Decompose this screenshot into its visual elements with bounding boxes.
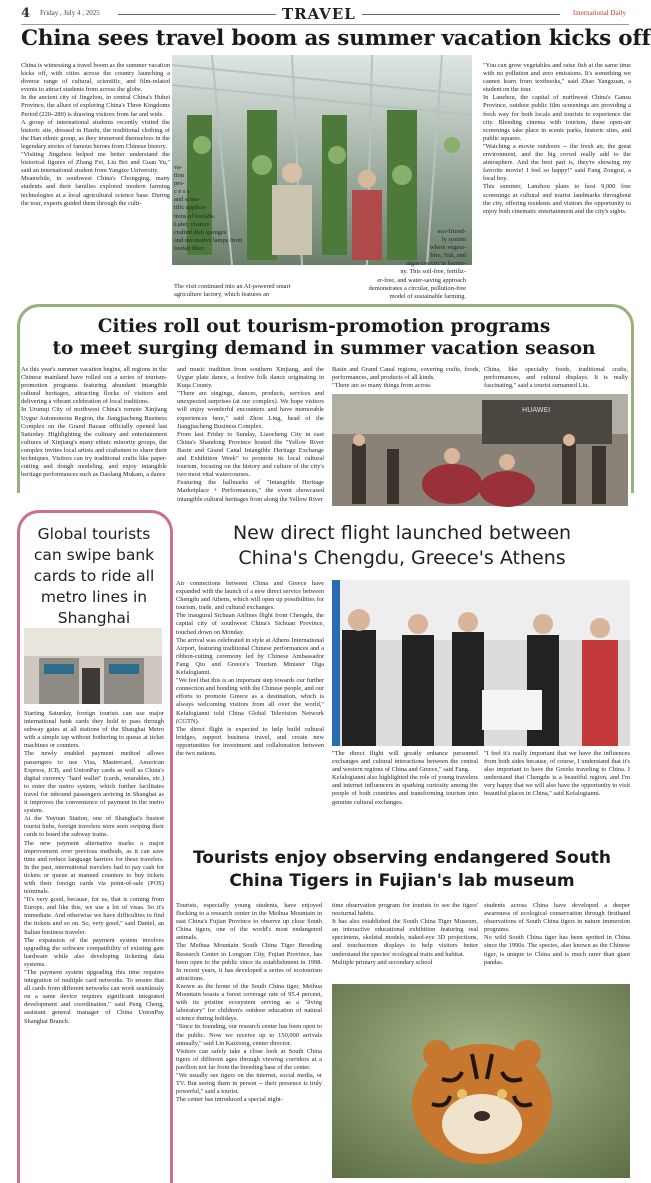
- article1-wrap-left: va- tion pro- c e s s and scien- tific applica- tions of loofahs. Later, visitors crafted dish sponges and decorative lamps from loofah fiber.: [174, 164, 243, 252]
- article5-col1: Tourists, especially young students, have enjoyed flocking to a research center in the Meihua Mountain in east China's Fujian Province to observe up close South China tigers, one of the world's most endangered animals. The Meihua Mountain South China Tiger Breeding Research Center in Longyan City, Fujian Province, has been open to the public since its establishment in 1998. In recent years, it has developed a series of ecotourism attractions. Known as the home of the South China tiger, Meihua Mountain boasts a forest coverage rate of 95.4 percent, with its pristine ecosystem serving as a "living laboratory" for children's outdoor education of natural science during holidays. "Since its founding, our research center has been open to the public. Now we receive up to 150,000 arrivals annually," said Lin Kaixiong, center director. Visitors can safely take a close look at South China tigers of different ages through viewing corridors at a pavilion not far from the breeding base of the center. "We usually see tigers on the internet, social media, or TV. But seeing them in person -- their presence is truly powerful," said a tourist. The center has introduced a special night-: [176, 902, 322, 1104]
- article2-headline-line2: to meet surging demand in summer vacation season: [52, 338, 596, 359]
- tiger-photo: [332, 984, 630, 1178]
- section-title: TRAVEL: [282, 5, 356, 23]
- article5-col3: students across China have developed a deeper awareness of ecological conservation through firsthand observations of South China tigers in nature immersion programs. No wild South China tiger has been spotted in China since the 1990s. The species, also known as the Chinese tiger, is unique to China and is much rarer than giant pandas.: [484, 902, 630, 966]
- issue-date: Friday , July 4 , 2025: [40, 9, 100, 17]
- page-number: 4: [21, 6, 31, 21]
- article4-headline-line2: China's Chengdu, Greece's Athens: [238, 547, 566, 569]
- article5-headline-line1: Tourists enjoy observing endangered South: [192, 848, 612, 868]
- article1-col3: "You can grow vegetables and raise fish at the same time with no pollution and zero emissions. It's something we cannot learn from textbooks," said Zhao Yangxuan, a student on the tour. In Lanzhou, the capital of northwest China's Gansu Province, outdoor public film screenings are providing a fresh way for both locals and tourists to experience the city. Blending cinema with tourism, these open-air screenings take place in scenic parks, historic sites, and public squares. "Watching a movie outdoors -- the fresh air, the great environment, and the big crowd really add to the atmosphere. And the best part is, they're showing my favorite movie! I feel so happy!" said Fang Zongrui, a local boy. This summer, Lanzhou plans to host 9,000 free screenings at cultural and tourist landmarks throughout the city, offering residents and visitors the opportunity to enjoy both cinematic entertainment and the city's sights.: [483, 62, 631, 215]
- article1-wrap-right: eco-friend- ly system where vegeta- bles, fish, and algae coexist in harmo- ny. This soil-free, fertiliz- er-free, and water-saving approach demonstrates a circular, pollution-free model of sustainable farming.: [368, 228, 466, 300]
- bazaar-photo: [332, 394, 628, 506]
- article5-col2: time observation program for tourists to see the tigers' nocturnal habits. It has also established the South China Tiger Museum, an interactive educational exhibition featuring real specimens, skeletal models, naked-eye 3D projections, and touchscreen displays to help visitors better understand the species' ecological traits and habitat. Multiple primary and secondary school: [332, 902, 478, 966]
- article2-col2: and music tradition from southern Xinjiang, and the Uygur plate dance, a festive folk dance originating in Kuqa County. "There are singings, dances, products, services and unexpected surprises (at our complex). We hope visitors will enjoy wonderful encounters and have memorable experiences here," said Zhou Ling, head of the Jiangjiacheng Business Complex. From last Friday to Sunday, Liaocheng City in east China's Shandong Province hosted the "Yellow River Basin and Grand Canal Intangible Heritage Exchange and Exhibition Week" to promote its local cultural tourism, focusing on the history and culture of the city's two most vital watercourses. Featuring the hallmarks of "Intangible Heritage Marketplace + Performances," the event showcased intangible cultural heritages from along the Yellow River: [177, 366, 324, 503]
- article1-col1: China is witnessing a travel boom as the summer vacation kicks off, with cities across the country launching a diverse range of cultural, scientific, and film-related events to attract students from across the globe. In the ancient city of Jingzhou, in central China's Hubei Province, the allure of exploring China's Three Kingdoms Period (220–280) is drawing visitors from far and wide. A group of international students recently visited the historic site, dressed in Hanfu, the traditional clothing of the Han ethnic group, as they immersed themselves in the legendary stories of famous heroes from Chinese history. "Visiting Jingzhou helped me better understand the historical figures of Zhang Fei, Liu Bei and Guan Yu," said an international student from Yangtze University. Meanwhile, in southwest China's Chongqing, many students and their families explored modern farming technologies at a local agricultural science base. During the tour, experts guided them through the culti-: [21, 62, 170, 207]
- article2-headline-line1: Cities roll out tourism-promotion programs: [97, 316, 551, 337]
- header-rule-left: [118, 14, 276, 15]
- metro-gate-photo: [24, 628, 162, 704]
- article1-headline: China sees travel boom as summer vacation kicks off: [21, 26, 651, 51]
- photo-sign-text: HUAWEI: [522, 406, 551, 414]
- article4-col3: "I feel it's really important that we have the influences from both sides because, of course, I understand that it's also important to have the Greeks traveling to China. I understand that Chengdu is a beautiful region, and I'm very happy that we will also have the opportunity to visit beautiful places in China," said Kefalogianni.: [484, 750, 630, 798]
- article2-col3: Basin and Grand Canal regions, covering crafts, foods, performances, and products of all kinds. "There are so many things from across: [332, 366, 480, 390]
- article5-headline-line2: China Tigers in Fujian's lab museum: [229, 871, 575, 891]
- article1-wrap-bottom: The visit continued into an AI-powered smart agriculture factory, which features an: [174, 283, 291, 299]
- article2-col4: China, like specialty foods, traditional crafts, performances, and cultural displays. It is really fascinating," said a tourist surnamed Liu.: [484, 366, 628, 390]
- ceremony-photo: [332, 580, 630, 746]
- article2-col1: As this year's summer vacation begins, all regions in the Chinese mainland have rolled out a series of tourism-promotion programs featuring abundant intangible cultural heritages, attracting flocks of visitors and delivering a vibrant celebration of local traditions. In Urumqi City of northwest China's remote Xinjiang Uygur Autonomous Region, the Jiangjiacheng Business Complex on the Grand Bazaar officially opened last Saturday. Highlighting the culinary and entertainment cultures of Xinjiang's many ethnic minority groups, the complex invites local artists and craftsmen to share their techniques. Visitors can try traditional crafts like paper-cutting and dough modeling, and enjoy intangible heritage performances such as Daolang Mukam, a dance: [21, 366, 167, 479]
- article3-body: Starting Saturday, foreign tourists can use major international bank cards they hold to pass through subway gates at all stations of the Shanghai Metro with a simple tap without bothering to queue at ticket machines or counters. The newly enabled payment method allows passengers to use Visa, Mastercard, American Express, JCB, and UnionPay cards as well as China's digital currency "hard wallet" (cards, wearables, etc.) to enter the metro system, which further facilitates travel for inbound passengers arriving in Shanghai as it improves the convenience of payment in the metro system. At the Yuyuan Station, one of Shanghai's busiest tourist hubs, foreign travelers were seen swiping their cards to board the subway trains. The new payment alternative marks a major improvement over previous methods, as it can save time and reduce language barriers for these travelers. In the past, international travelers had to pay cash for tickets or queue at manned counters to buy tickets with their foreign cards via point-of-sale (POS) terminals. "It's very good, because, for us, that is coming from Europe, and like this, we use a lot of visas. So it's immediate. And otherwise we have difficulties to find the tickets and so on. So, very good," said Daniel, an Italian business traveler. The expansion of the payment system involves upgrading the software compatibility of existing gate hardware while also developing ticketing data systems. "The payment system upgrading this time requires integration of multiple card networks. To ensure that all cards from different networks can work seamlessly on a same device requires significant integrated development and coordination," said Peng Cheng, assistant general manager of China UnionPay Shanghai Branch.: [24, 710, 164, 1025]
- masthead: International Daily: [572, 9, 626, 17]
- article4-headline-line1: New direct flight launched between: [232, 522, 572, 544]
- header-rule-bottom: [21, 24, 629, 25]
- header-rule-right: [362, 14, 560, 15]
- article4-col1: Air connections between China and Greece have expanded with the launch of a new direct service between Chengdu and Athens, which will open up possibilities for tourism, trade, and cultural exchanges. The inaugural Sichuan Airlines flight from Chengdu, the capital city of southwest China's Sichuan Province, touched down on Monday. The arrival was celebrated in style at Athens International Airport, featuring traditional Chinese performances and a ribbon-cutting ceremony led by Chinese Ambassador Fang Qiu and Greece's Tourism Minister Olga Kefalogianni. "We feel that this is an important step towards our further connection and bonding with the Chinese people, and our efforts to promote Greece as a destination, which is always welcoming visitors from all over the world," Kefalogianni told China Global Television Network (CGTN). The direct flight is expected to help build cultural bridges, support business travel, and create new opportunities for investment and collaboration between the two nations.: [176, 580, 324, 757]
- article4-col2: "The direct flight will greatly enhance personnel exchanges and cultural interactions between the central and western regions of China and Greece," said Fang. Kefalogianni also highlighted the role of young travelers and internet influencers in sparking curiosity among the people of both countries and transforming tourism into genuine cultural exchanges.: [332, 750, 478, 806]
- article3-headline: Global tourists can swipe bank cards to ride all metro lines in Shanghai: [33, 525, 155, 627]
